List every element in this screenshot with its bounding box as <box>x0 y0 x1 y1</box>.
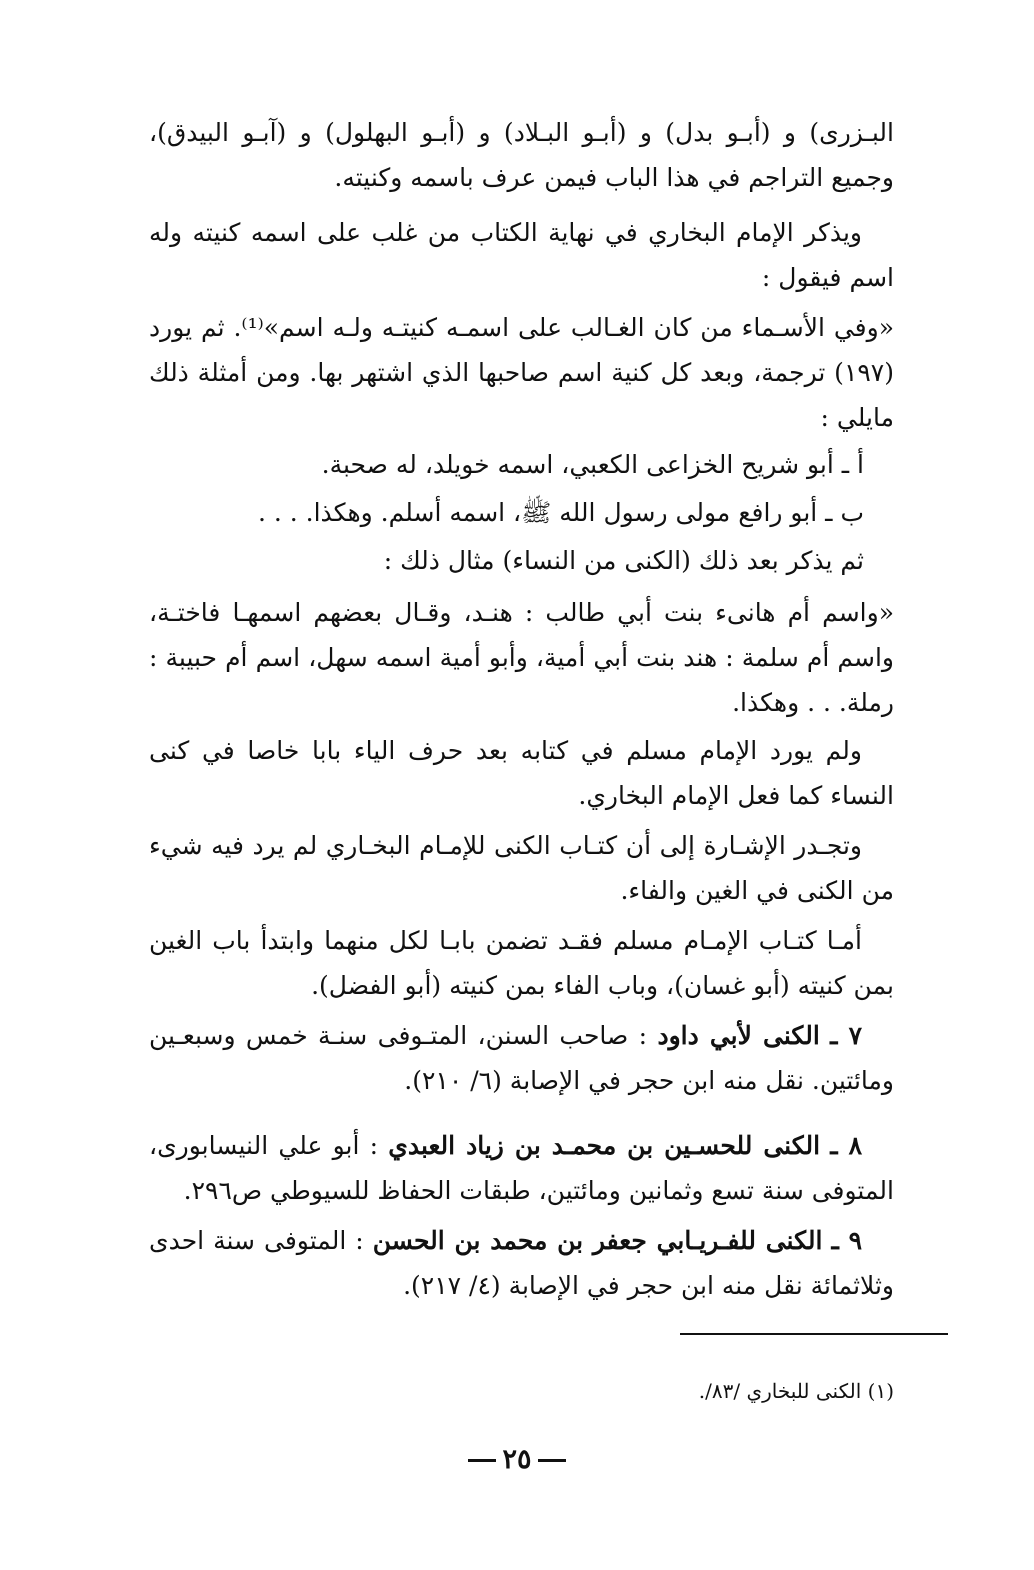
entry-description: : المتوفى سنة احدى وثلاثمائة نقل منه ابن حجر في الإصابة (٤/ ٢١٧). <box>149 1226 894 1300</box>
book-entry <box>149 1013 894 1103</box>
quote-paragraph: «وفي الأسـماء من كان الغـالب على اسمـه كنيتـه ولـه اسم»⁽¹⁾. ثم يورد (١٩٧) ترجمة، وبعد كل كنية اسم صاحبها الذي اشتهر بها. ومن أمثلة ذلك مايلي : <box>149 313 894 432</box>
entry-description: : أبو علي النيسابورى، المتوفى سنة تسع وثمانين ومائتين، طبقات الحفاظ للسيوطي ص٢٩٦. <box>149 1131 894 1205</box>
footnote-divider <box>680 1333 948 1335</box>
paragraph: وتجـدر الإشـارة إلى أن كتـاب الكنى للإمـام البخـاري لم يرد فيه شيء من الكنى في الغين والفاء. <box>149 831 894 905</box>
paragraph: ولم يورد الإمام مسلم في كتابه بعد حرف الياء بابا خاصا في كنى النساء كما فعل الإمام البخاري. <box>149 736 894 810</box>
page-number: ٢٥ <box>502 1444 532 1475</box>
page-number-dash <box>538 1459 566 1462</box>
entry-number: ٧ ـ <box>830 1021 863 1050</box>
entry-number: ٩ ـ <box>831 1226 862 1255</box>
entry-title: الكنى للحسـين بن محمـد بن زياد العبدي <box>388 1131 821 1160</box>
entry-number: ٨ ـ <box>830 1131 863 1160</box>
paragraph: ويذكر الإمام البخاري في نهاية الكتاب من غلب على اسمه كنيته وله اسم فيقول : <box>149 218 894 292</box>
paragraph: ثم يذكر بعد ذلك (الكنى من النساء) مثال ذلك : <box>383 546 864 575</box>
list-item: أ ـ أبو شريح الخزاعى الكعبي، اسمه خويلد، له صحبة. <box>321 450 864 479</box>
entry-title: الكنى للفـريـابي جعفر بن محمد بن الحسن <box>372 1226 823 1255</box>
page-number-block <box>0 1440 1034 1480</box>
book-entry <box>149 1218 894 1308</box>
paragraph: البـزرى) و (أبـو بدل) و (أبـو البـلاد) و (أبـو البهلول) و (آبـو البيدق)، وجميع التراجم في هذا الباب فيمن عرف باسمه وكنيته. <box>149 118 894 192</box>
list-item: ب ـ أبو رافع مولى رسول الله ﷺ، اسمه أسلم. وهكذا. . . . <box>257 498 864 527</box>
footnote: (١) الكنى للبخاري /٨٣/. <box>698 1379 894 1403</box>
entry-description: : صاحب السنن، المتـوفى سنـة خمس وسبعـين ومائتين. نقل منه ابن حجر في الإصابة (٦/ ٢١٠). <box>149 1021 894 1095</box>
entry-title: الكنى لأبي داود <box>657 1021 820 1050</box>
book-entry <box>149 1123 894 1213</box>
page-number-dash <box>468 1459 496 1462</box>
quote-paragraph: «واسم أم هانىء بنت أبي طالب : هنـد، وقـال بعضهم اسمهـا فاختـة، واسم أم سلمة : هند بنت أبي أمية، وأبو أمية اسمه سهل، اسم أم حبيبة : رملة. . . وهكذا. <box>149 598 894 717</box>
paragraph: أمـا كتـاب الإمـام مسلم فقـد تضمن بابـا لكل منهما وابتدأ باب الغين بمن كنيته (أبو غسان)، وباب الفاء بمن كنيته (أبو الفضل). <box>149 926 894 1000</box>
